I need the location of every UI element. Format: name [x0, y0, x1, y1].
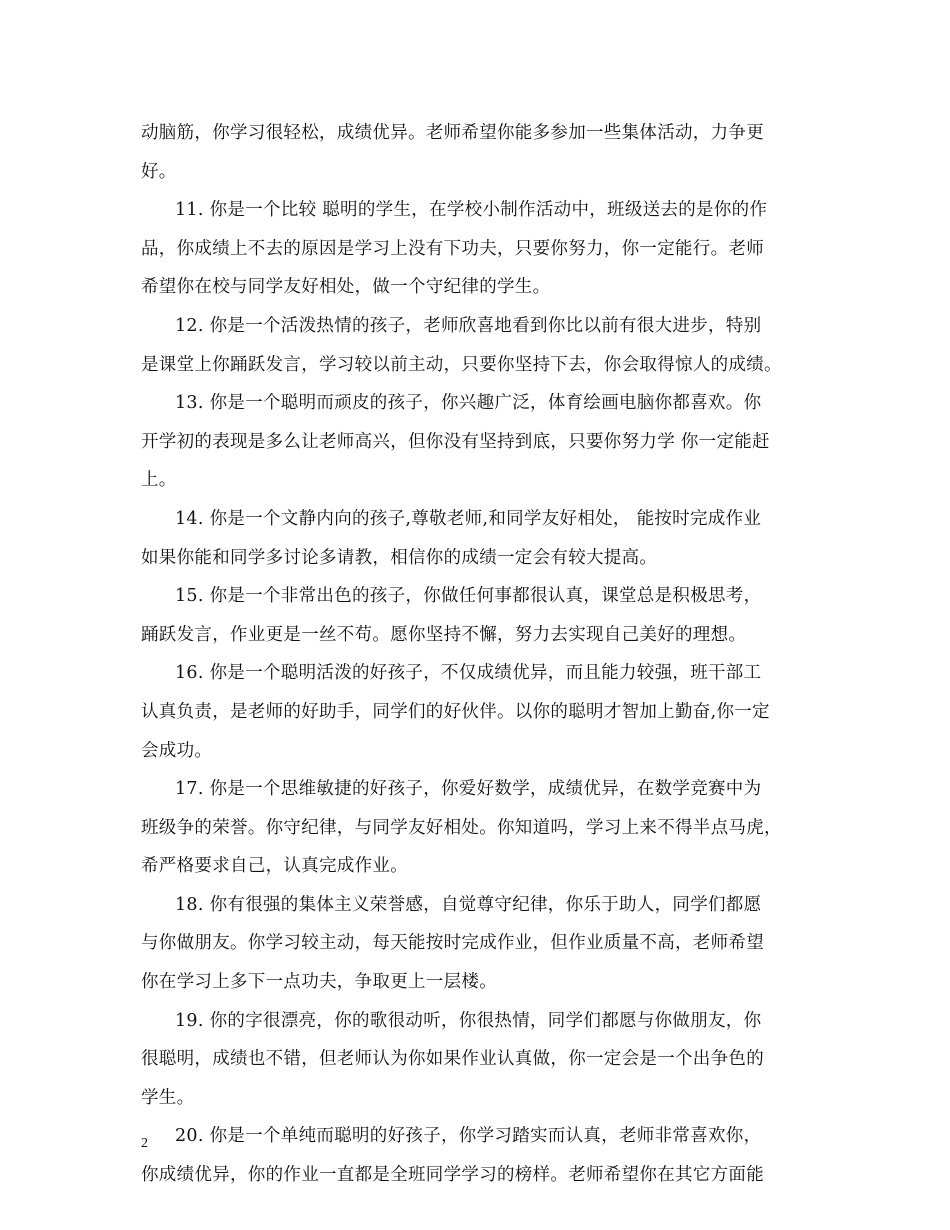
text-line: 16. 你是一个聪明活泼的好孩子，不仅成绩优异，而且能力较强，班干部工: [175, 663, 762, 684]
text-line: 班级争的荣誉。你守纪律，与同学友好相处。你知道吗，学习上来不得半点马虎，: [141, 817, 782, 838]
text-line: 认真负责，是老师的好助手，同学们的好伙伴。以你的聪明才智加上勤奋,你一定: [141, 701, 770, 722]
text-line: 14. 你是一个文静内向的孩子,尊敬老师,和同学友好相处， 能按时完成作业: [175, 508, 762, 529]
text-line: 如果你能和同学多讨论多请教，相信你的成绩一定会有较大提高。: [141, 547, 658, 568]
text-line: 17. 你是一个思维敏捷的好孩子，你爱好数学，成绩优异，在数学竞赛中为: [175, 779, 762, 800]
paragraph: [141, 886, 811, 1002]
text-line: 品，你成绩上不去的原因是学习上没有下功夫，只要你努力，你一定能行。老师: [141, 238, 764, 259]
text-line: 你在学习上多下一点功夫，争取更上一层楼。: [141, 972, 497, 993]
text-line: 12. 你是一个活泼热情的孩子，老师欣喜地看到你比以前有很大进步，特别: [175, 315, 762, 336]
text-line: 踊跃发言，作业更是一丝不苟。愿你坚持不懈，努力去实现自己美好的理想。: [141, 624, 747, 645]
text-line: 你成绩优异，你的作业一直都是全班同学学习的榜样。老师希望你在其它方面能: [141, 1165, 764, 1186]
paragraph: [141, 384, 811, 500]
text-line: 学生。: [141, 1087, 195, 1108]
text-line: 希严格要求自己，认真完成作业。: [141, 856, 408, 877]
paragraph: [141, 500, 811, 577]
paragraph: [141, 654, 811, 770]
text-line: 20. 你是一个单纯而聪明的好孩子，你学习踏实而认真，老师非常喜欢你，: [175, 1126, 762, 1147]
paragraph: [141, 1117, 811, 1194]
text-line: 18. 你有很强的集体主义荣誉感，自觉尊守纪律，你乐于助人，同学们都愿: [175, 894, 762, 915]
text-line: 13. 你是一个聪明而顽皮的孩子，你兴趣广泛，体育绘画电脑你都喜欢。你: [175, 393, 762, 414]
text-line: 好。: [141, 161, 177, 182]
paragraph: [141, 577, 811, 654]
text-line: 11. 你是一个比较 聪明的学生，在学校小制作活动中，班级送去的是你的作: [175, 200, 768, 221]
document-body: [141, 114, 811, 1195]
text-line: 与你做朋友。你学习较主动，每天能按时完成作业，但作业质量不高，老师希望: [141, 933, 764, 954]
text-line: 是课堂上你踊跃发言，学习较以前主动，只要你坚持下去，你会取得惊人的成绩。: [141, 354, 782, 375]
paragraph: [141, 191, 811, 307]
text-line: 很聪明，成绩也不错，但老师认为你如果作业认真做，你一定会是一个出争色的: [141, 1049, 764, 1070]
page-number: 2: [141, 1136, 148, 1151]
paragraph: [141, 770, 811, 886]
text-line: 15. 你是一个非常出色的孩子，你做任何事都很认真，课堂总是积极思考，: [175, 586, 762, 607]
paragraph: [141, 114, 811, 191]
text-line: 希望你在校与同学友好相处，做一个守纪律的学生。: [141, 277, 551, 298]
text-line: 动脑筋，你学习很轻松，成绩优异。老师希望你能多参加一些集体活动，力争更: [141, 123, 764, 143]
text-line: 会成功。: [141, 740, 213, 761]
paragraph: [141, 307, 811, 384]
text-line: 开学初的表现是多么让老师高兴，但你没有坚持到底，只要你努力学 你一定能赶: [141, 431, 770, 452]
text-line: 19. 你的字很漂亮，你的歌很动听，你很热情，同学们都愿与你做朋友，你: [175, 1010, 762, 1031]
text-line: 上。: [141, 470, 177, 491]
paragraph: [141, 1002, 811, 1118]
